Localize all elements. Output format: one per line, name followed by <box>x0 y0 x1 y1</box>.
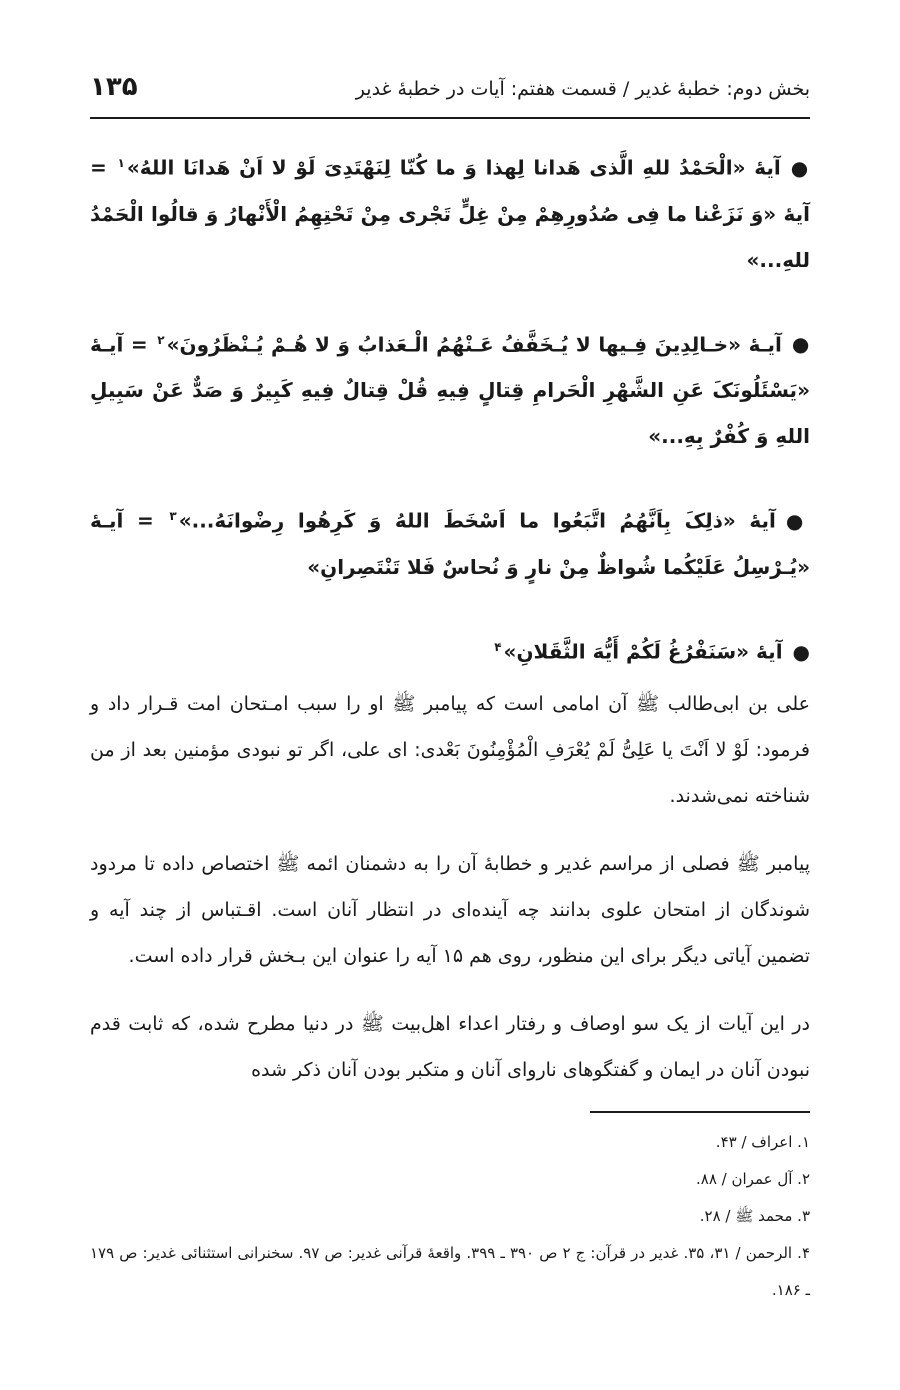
verse-text-continued: = آیۀ «وَ نَزَعْنا ما فِی صُدُورِهِمْ مِنْ غِلٍّ تَجْری مِنْ تَحْتِهِمُ الْأَنْهارُ وَ قالُوا الْحَمْدُ للهِ...» <box>90 155 810 272</box>
verse-text: آیۀ «الْحَمْدُ للهِ الَّذی هَدانا لِهذا وَ ما کُنّا لِنَهْتَدِیَ لَوْ لا اَنْ هَدانَا اللهُ» <box>126 155 781 180</box>
bullet-icon: ● <box>785 508 811 533</box>
bullet-icon: ● <box>791 332 811 357</box>
footnote-rule <box>590 1111 810 1113</box>
footnote: ۲. آل عمران / ۸۸. <box>695 1170 810 1188</box>
running-header <box>90 72 810 112</box>
bullet-icon: ● <box>792 639 810 664</box>
verse-text-continued: = آیـۀ «یُـرْسِلُ عَلَیْکُما شُواظٌ مِنْ نارٍ وَ نُحاسٌ فَلا تَنْتَصِرانِ» <box>90 508 810 579</box>
bullet-icon: ● <box>790 155 810 180</box>
footnote-ref: ۴ <box>494 639 502 654</box>
body-paragraph: علی بن ابی‌طالب ﷺ آن امامی است که پیامبر ﷺ او را سبب امـتحان امت قـرار داد و فرمود: لَوْ لا اَنْتَ یا عَلِیُّ لَمْ یُعْرَفِ الْمُؤْمِنُونَ بَعْدی: ای علی، اگر تو نبودی مؤمنین بعد از من شناخته نمی‌شدند. <box>90 692 810 807</box>
footnote: ۱. اعراف / ۴۳. <box>715 1133 810 1151</box>
footnote-ref: ۲ <box>157 332 165 347</box>
main-content <box>90 140 810 1115</box>
footnote: ۴. الرحمن / ۳۱، ۳۵. غدیر در قرآن: ج ۲ ص ۳۹۰ ـ ۳۹۹. واقعۀ قرآنی غدیر: ص ۹۷. سخنرانی استثنائی غدیر: ص ۱۷۹ ـ ۱۸۶. <box>90 1244 811 1299</box>
verse-item <box>90 317 810 460</box>
body-paragraph: در این آیات از یک سو اوصاف و رفتار اعداء اهل‌بیت ﷺ در دنیا مطرح شده، که ثابت قدم نبودن آنان در ایمان و گفتگوهای ناروای آنان و متکبر بودن آنان ذکر شده <box>90 1012 810 1081</box>
verse-item <box>90 493 810 590</box>
verse-text: آیۀ «ذلِکَ بِاَنَّهُمُ اتَّبَعُوا ما اَسْخَطَ اللهُ وَ کَرِهُوا رِضْوانَهُ...» <box>178 508 776 533</box>
header-title: بخش دوم: خطبۀ غدیر / قسمت هفتم: آیات در خطبۀ غدیر <box>355 78 810 100</box>
footnote-ref: ۳ <box>169 509 177 524</box>
verse-item <box>90 624 810 675</box>
footnote-ref: ۱ <box>117 156 125 170</box>
verse-text: آیۀ «سَنَفْرُغُ لَکُمْ أَیُّهَ الثَّقَلانِ» <box>503 639 783 664</box>
footnote: ۳. محمد ﷺ / ۲۸. <box>699 1207 810 1225</box>
header-rule <box>90 117 810 119</box>
verse-text: آیـۀ «خـالِدِینَ فِـیها لا یُـخَفَّفُ عَـنْهُمُ الْـعَذابُ وَ لا هُـمْ یُـنْظَرُونَ» <box>166 332 782 357</box>
footnotes <box>90 1124 810 1309</box>
body-paragraph: پیامبر ﷺ فصلی از مراسم غدیر و خطابۀ آن را به دشمنان ائمه ﷺ اختصاص داده تا مردود شوندگان از امتحان علوی بدانند چه آینده‌ای در انتظار آنان است. اقـتباس از چند آیه و تضمین آیاتی دیگر برای این منظور، روی هم ۱۵ آیه را عنوان این بـخش قرار داده است. <box>90 852 810 967</box>
verse-item <box>90 140 810 283</box>
page-number: ۱۳۵ <box>90 72 138 102</box>
verse-text-continued: = آیـۀ «یَسْئَلُونَکَ عَنِ الشَّهْرِ الْحَرامِ قِتالٍ فِیهِ قُلْ قِتالٌ فِیهِ کَبِیرٌ وَ صَدٌّ عَنْ سَبِیلِ اللهِ وَ کُفْرٌ بِهِ...» <box>90 332 810 449</box>
